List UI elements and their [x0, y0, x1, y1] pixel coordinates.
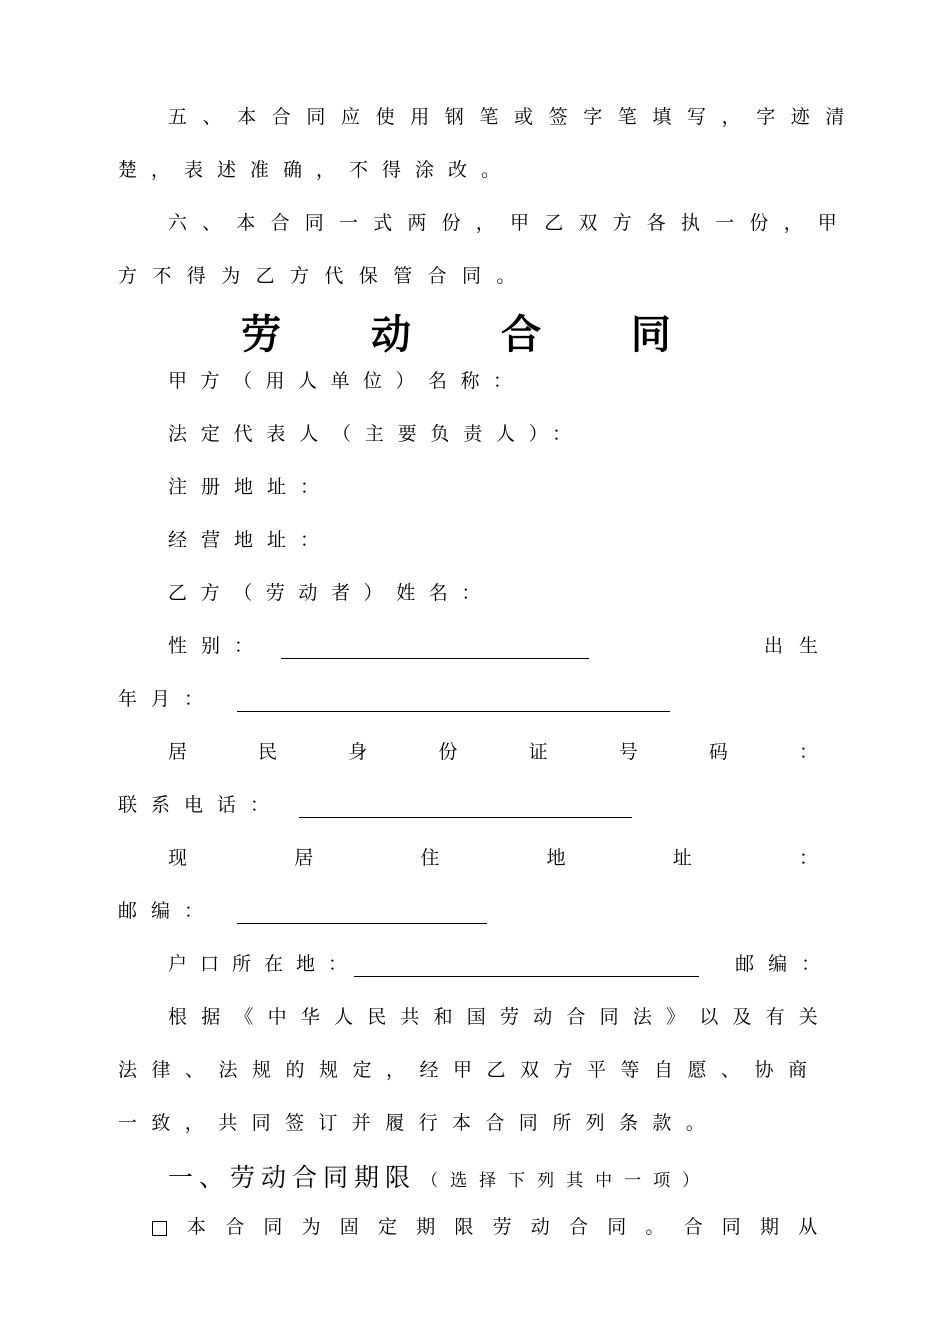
id-char-4: 证 — [528, 741, 548, 763]
address-char-3: 地 — [546, 847, 566, 869]
id-char-3: 份 — [438, 741, 458, 763]
section-1-heading — [168, 1158, 711, 1194]
address-char-1: 居 — [294, 847, 314, 869]
note-item-5-line-1 — [168, 104, 861, 130]
postcode-row — [118, 898, 818, 924]
section-1-note: （选择下列其中一项） — [421, 1171, 712, 1191]
id-char-7: ： — [798, 741, 818, 763]
preamble-line-3: 一致，共同签订并履行本合同所列条款。 — [118, 1112, 720, 1134]
legal-rep-label: 法定代表人（主要负责人）： — [168, 423, 585, 445]
employer-name-label: 甲方（用人单位）名称： — [168, 370, 526, 392]
note-item-6-line-1: 六、本合同一式两份，甲乙双方各执一份，甲 — [168, 212, 853, 234]
birth-suffix-label: 年月： — [118, 688, 218, 710]
note-item-6-line-2: 方不得为乙方代保管合同。 — [118, 265, 531, 287]
id-char-5: 号 — [618, 741, 638, 763]
fixed-term-checkbox[interactable] — [152, 1221, 167, 1236]
registered-address-label: 注册地址： — [168, 476, 334, 498]
note-item-5-text: 五、本合同应使用钢笔或签字笔填写，字迹清 — [168, 106, 861, 128]
birth-prefix-label: 出生 — [763, 635, 834, 657]
postcode-blank[interactable] — [237, 903, 487, 924]
address-char-2: 住 — [420, 847, 440, 869]
preamble-line-1: 根据《中华人民共和国劳动合同法》以及有关 — [168, 1006, 833, 1028]
phone-blank[interactable] — [299, 797, 632, 818]
gender-row — [168, 633, 834, 659]
id-char-0: 居 — [168, 741, 188, 763]
gender-label: 性别： — [168, 635, 268, 657]
employee-name-label: 乙方（劳动者）姓名： — [168, 582, 495, 604]
section-1-title: 一、劳动合同期限 — [168, 1163, 417, 1192]
business-address-label: 经营地址： — [168, 529, 334, 551]
hukou-postcode-label: 邮编： — [735, 953, 835, 975]
fixed-term-option-text: 本合同为固定期限劳动合同。合同期从 — [187, 1216, 837, 1238]
birth-date-blank[interactable] — [237, 691, 670, 712]
note-item-5-line-2: 楚，表述准确，不得涂改。 — [118, 159, 515, 181]
id-char-1: 民 — [258, 741, 278, 763]
preamble-line-2: 法律、法规的规定，经甲乙双方平等自愿、协商 — [118, 1059, 822, 1081]
id-char-6: 码 — [708, 741, 728, 763]
id-char-2: 身 — [348, 741, 368, 763]
birth-row — [118, 686, 818, 712]
phone-row — [118, 792, 818, 818]
address-char-0: 现 — [168, 847, 188, 869]
gender-blank[interactable] — [281, 638, 589, 659]
address-char-4: 址 — [672, 847, 692, 869]
address-char-5: ： — [798, 847, 818, 869]
id-number-row — [168, 739, 818, 765]
hukou-row — [168, 951, 835, 977]
phone-label: 联系电话： — [118, 794, 284, 816]
postcode-label: 邮编： — [118, 900, 218, 922]
hukou-blank[interactable] — [354, 956, 699, 977]
address-row — [168, 845, 818, 871]
document-title: 劳 动 合 同 — [241, 312, 709, 358]
section-1-option-1 — [152, 1214, 837, 1240]
hukou-label: 户口所在地： — [168, 953, 361, 975]
